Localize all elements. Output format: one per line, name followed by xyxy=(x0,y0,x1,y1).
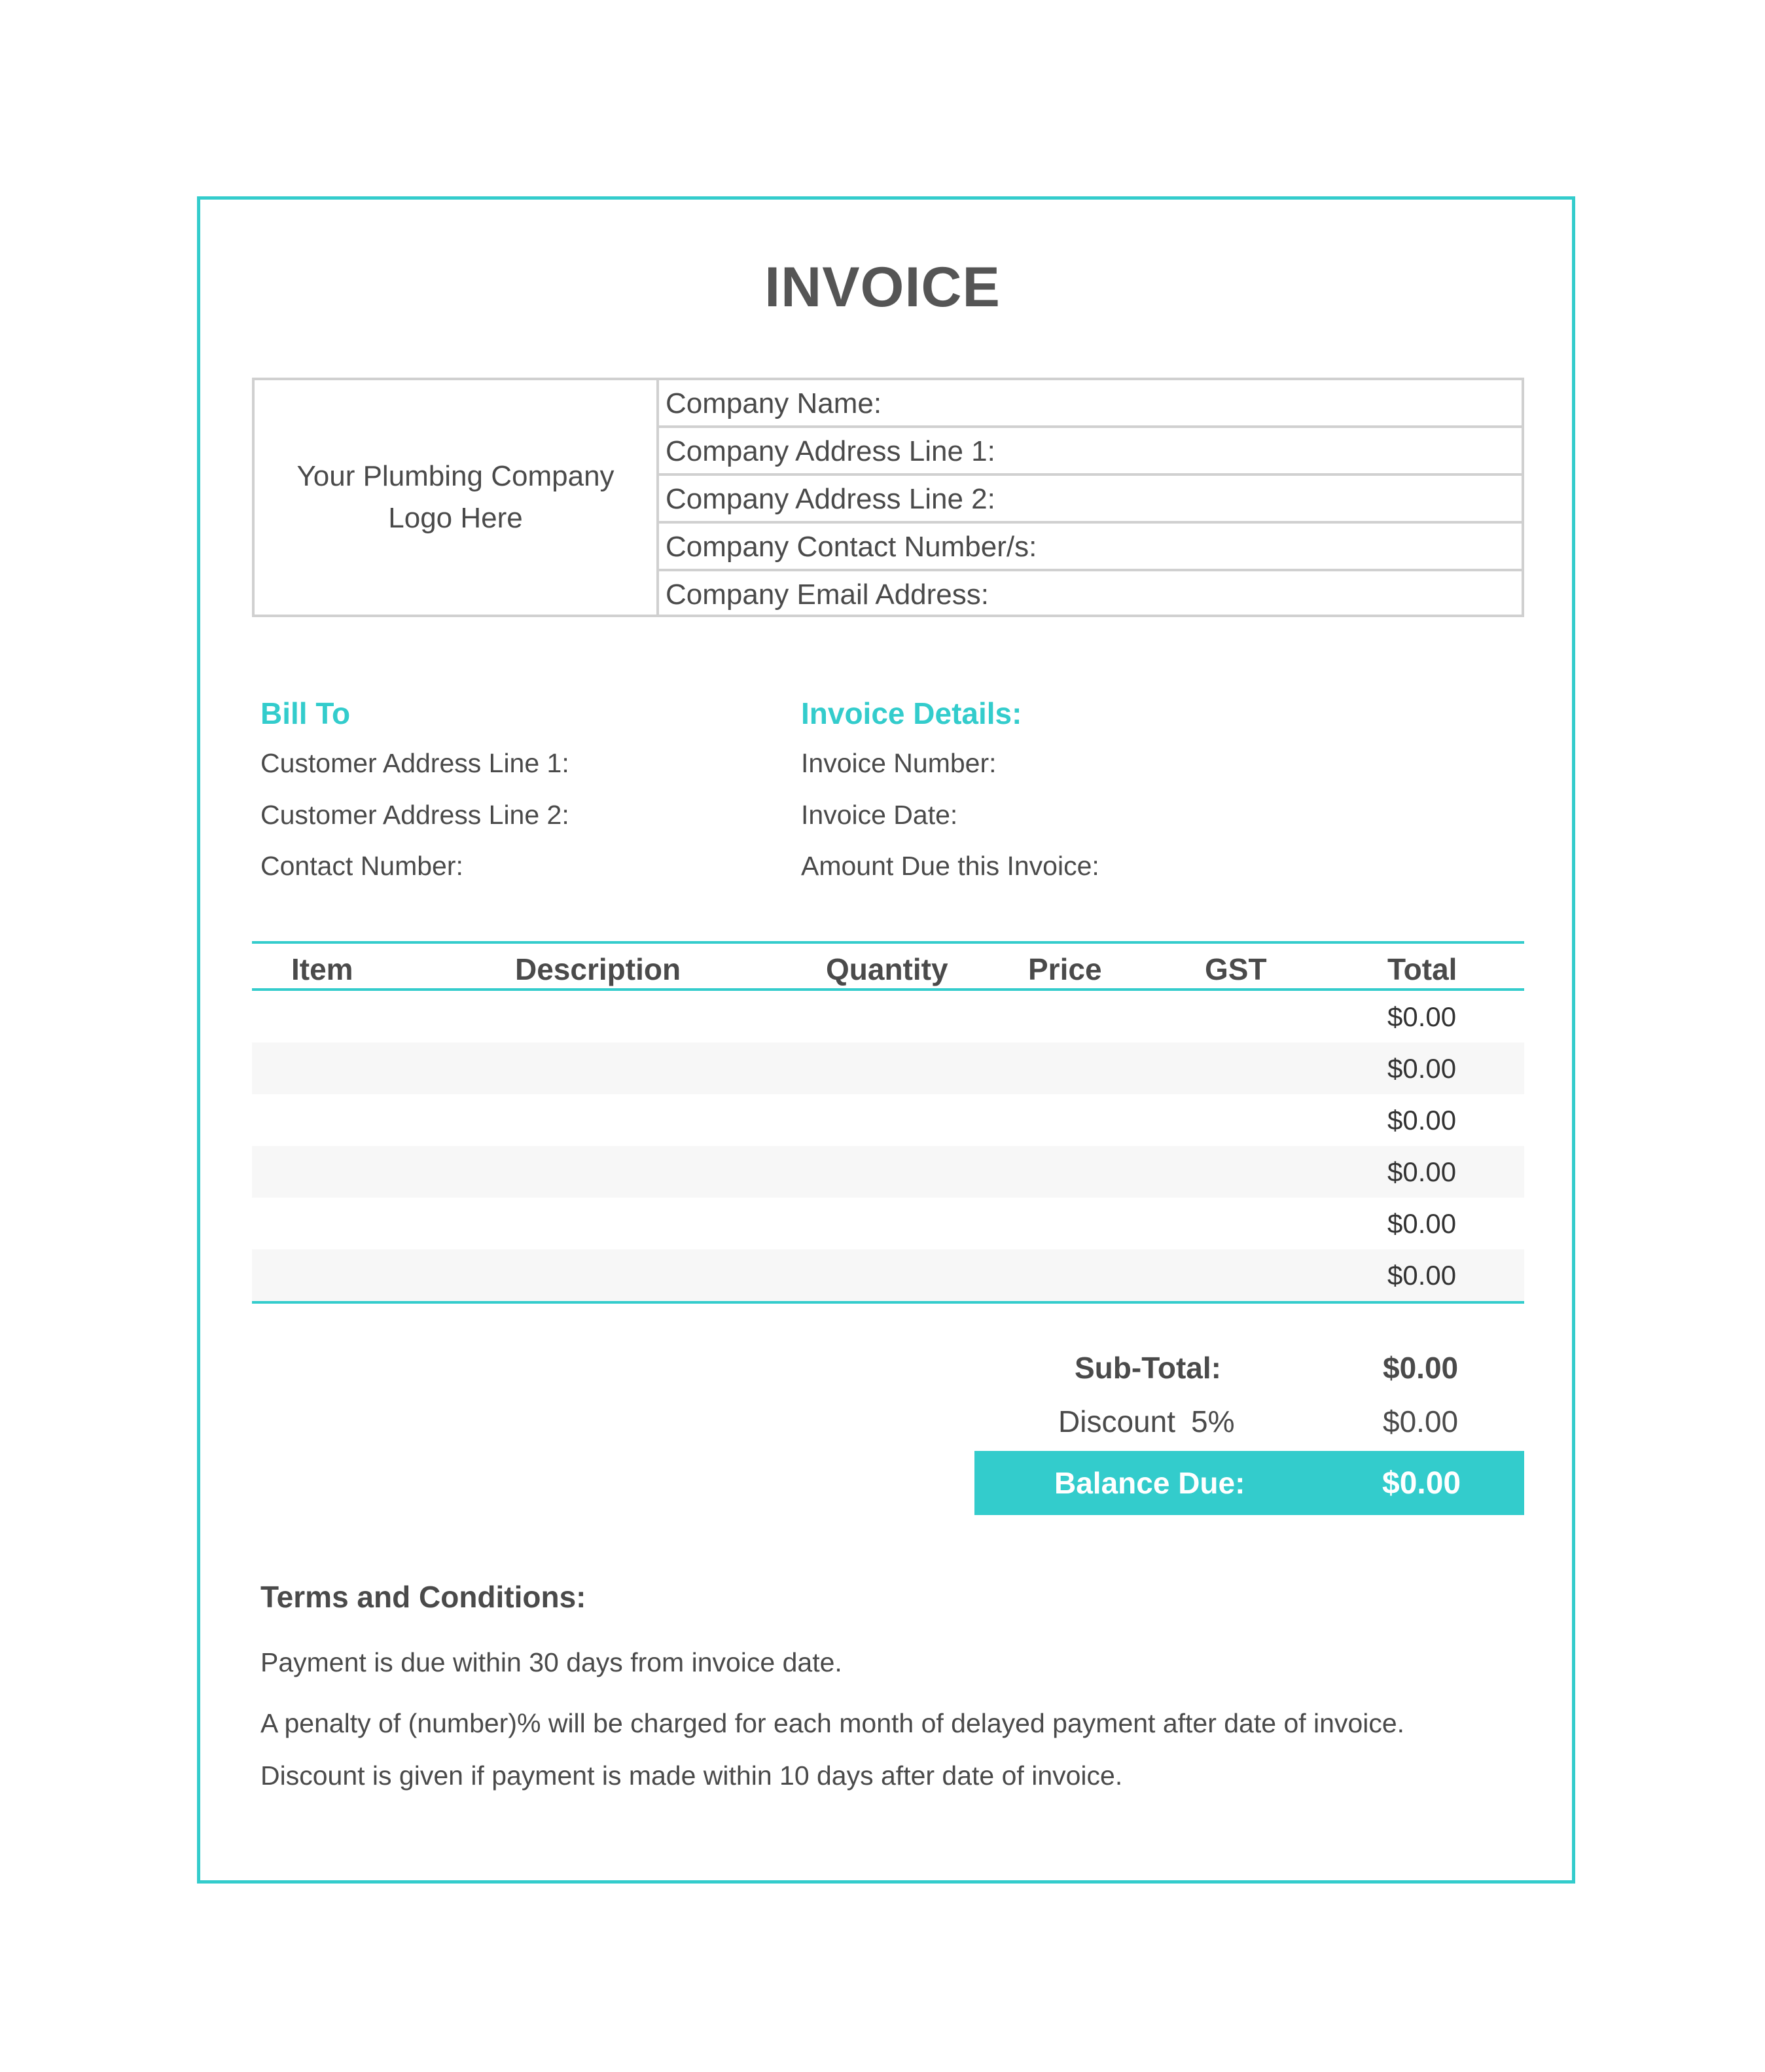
subtotal-value: $0.00 xyxy=(1383,1351,1459,1385)
table-row[interactable] xyxy=(252,1249,1524,1301)
invoice-date[interactable]: Invoice Date: xyxy=(801,800,958,830)
terms-line-2: A penalty of (number)% will be charged for each month of delayed payment after date of invoice. xyxy=(260,1708,1405,1738)
items-table xyxy=(252,941,1524,1304)
row-total: $0.00 xyxy=(1387,1260,1457,1291)
company-address-line-1-field[interactable]: Company Address Line 1: xyxy=(659,428,1522,476)
subtotal-label: Sub-Total: xyxy=(1075,1351,1221,1385)
header-quantity: Quantity xyxy=(826,952,948,986)
table-row[interactable] xyxy=(252,1094,1524,1146)
bill-to-heading: Bill To xyxy=(260,696,351,730)
table-row[interactable] xyxy=(252,1198,1524,1249)
header-item: Item xyxy=(291,952,353,986)
terms-heading: Terms and Conditions: xyxy=(260,1580,586,1614)
row-total: $0.00 xyxy=(1387,1001,1457,1032)
logo-line-1: Your Plumbing Company xyxy=(296,460,615,492)
balance-due-label: Balance Due: xyxy=(1054,1466,1245,1500)
company-email-field[interactable]: Company Email Address: xyxy=(666,579,989,611)
row-total: $0.00 xyxy=(1387,1208,1457,1239)
company-address-line-2-field[interactable]: Company Address Line 2: xyxy=(659,476,1522,524)
table-header xyxy=(252,941,1524,991)
customer-address-line-1[interactable]: Customer Address Line 1: xyxy=(260,748,569,778)
logo-placeholder[interactable] xyxy=(255,380,659,615)
header-price: Price xyxy=(1028,952,1102,986)
company-info-box xyxy=(252,378,1524,617)
balance-due-value: $0.00 xyxy=(1382,1466,1461,1501)
customer-contact-number[interactable]: Contact Number: xyxy=(260,851,463,881)
header-total: Total xyxy=(1387,952,1457,986)
header-gst: GST xyxy=(1205,952,1267,986)
row-total: $0.00 xyxy=(1387,1053,1457,1084)
company-contact-number-field[interactable]: Company Contact Number/s: xyxy=(659,524,1522,571)
terms-line-3: Discount is given if payment is made within 10 days after date of invoice. xyxy=(260,1760,1123,1791)
company-name-field[interactable]: Company Name: xyxy=(659,380,1522,428)
logo-line-2: Logo Here xyxy=(388,502,523,534)
header-description: Description xyxy=(515,952,681,986)
row-total: $0.00 xyxy=(1387,1156,1457,1187)
invoice-details-heading: Invoice Details: xyxy=(801,696,1022,730)
terms-line-1: Payment is due within 30 days from invoice date. xyxy=(260,1647,842,1677)
invoice-number[interactable]: Invoice Number: xyxy=(801,748,997,778)
invoice-title: INVOICE xyxy=(764,256,1001,319)
discount-value: $0.00 xyxy=(1383,1404,1459,1438)
amount-due[interactable]: Amount Due this Invoice: xyxy=(801,851,1099,881)
discount-label: Discount xyxy=(1058,1404,1175,1438)
table-row[interactable] xyxy=(252,1043,1524,1094)
table-bottom-rule xyxy=(252,1301,1524,1304)
customer-address-line-2[interactable]: Customer Address Line 2: xyxy=(260,800,569,830)
company-fields xyxy=(659,380,1522,619)
discount-rate[interactable]: 5% xyxy=(1191,1404,1235,1438)
table-row[interactable] xyxy=(252,1146,1524,1198)
row-total: $0.00 xyxy=(1387,1105,1457,1135)
table-row[interactable] xyxy=(252,991,1524,1043)
balance-due-bar xyxy=(974,1451,1524,1515)
